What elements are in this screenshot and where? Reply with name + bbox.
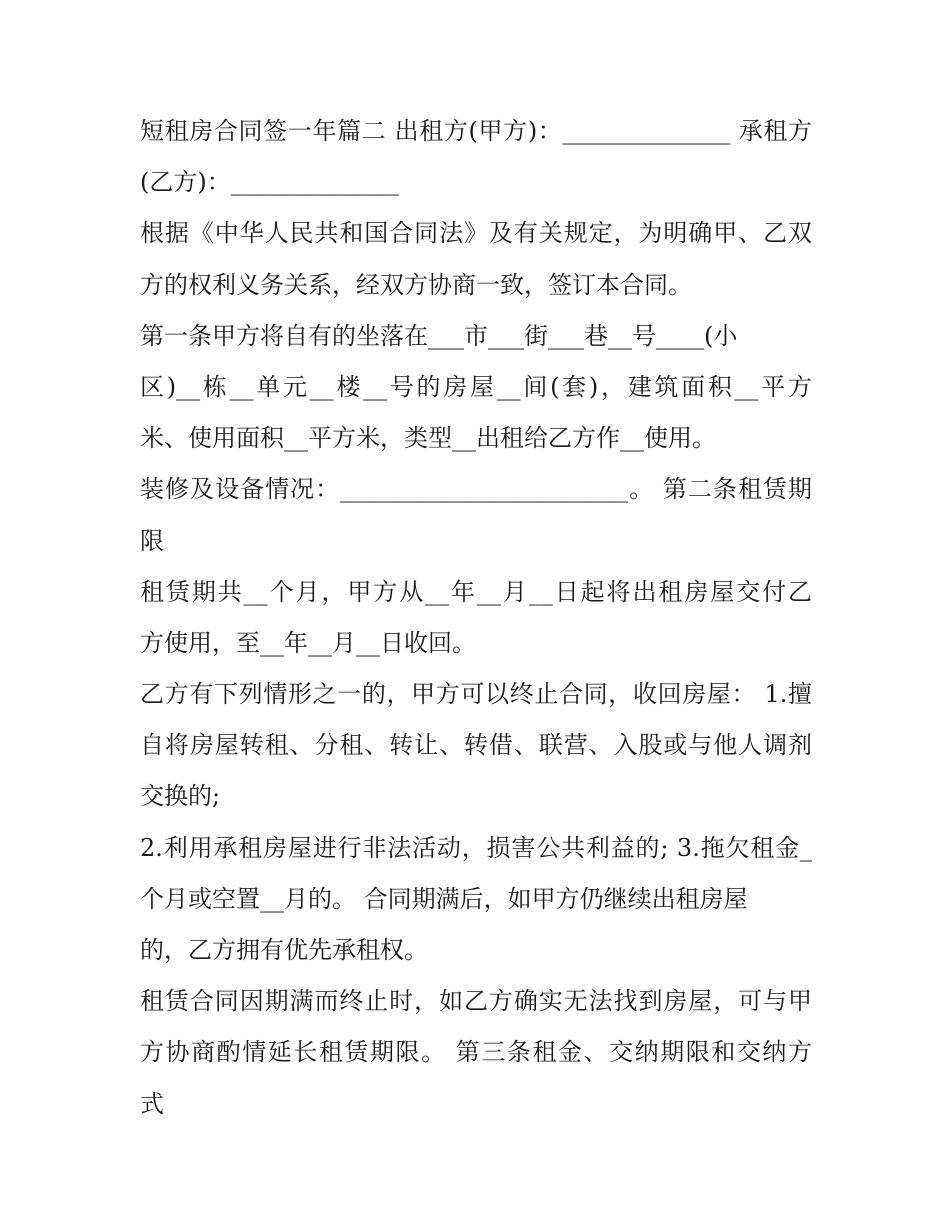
text-line: 式 (140, 1089, 164, 1118)
text-line: 的，乙方拥有优先承租权。 (140, 936, 428, 964)
text-line: 个月或空置__月的。 合同期满后，如甲方仍继续出租房屋 (140, 884, 748, 913)
text-line: 根据《中华人民共和国合同法》及有关规定，为明确甲、乙双 (140, 219, 812, 248)
text-line: 限 (140, 526, 164, 555)
text-line: 米、使用面积__平方米，类型__出租给乙方作__使用。 (140, 424, 716, 453)
text-line: (乙方)：______________ (140, 168, 399, 197)
text-line: 第一条甲方将自有的坐落在___市___街___巷__号____(小 (140, 321, 738, 350)
text-line: 方协商酌情延长租赁期限。 第三条租金、交纳期限和交纳方 (140, 1038, 812, 1067)
text-line: 区)__栋__单元__楼__号的房屋__间(套)，建筑面积__平方 (140, 372, 812, 401)
text-line: 交换的; (140, 782, 221, 811)
text-line: 装修及设备情况：________________________。 第二条租赁期 (140, 475, 812, 504)
text-line: 租赁期共__个月，甲方从__年__月__日起将出租房屋交付乙 (140, 577, 812, 606)
text-line: 2.利用承租房屋进行非法活动，损害公共利益的; 3.拖欠租金_ (140, 833, 812, 862)
text-line: 自将房屋转租、分租、转让、转借、联营、入股或与他人调剂 (140, 731, 812, 760)
text-line: 方使用，至__年__月__日收回。 (140, 628, 476, 657)
text-line: 短租房合同签一年篇二 出租方(甲方)：______________ 承租方 (140, 117, 812, 145)
text-line: 乙方有下列情形之一的，甲方可以终止合同，收回房屋： 1.擅 (140, 680, 812, 709)
text-line: 租赁合同因期满而终止时，如乙方确实无法找到房屋，可与甲 (140, 987, 812, 1016)
text-line: 方的权利义务关系，经双方协商一致，签订本合同。 (140, 270, 692, 299)
document-body (140, 106, 812, 1130)
